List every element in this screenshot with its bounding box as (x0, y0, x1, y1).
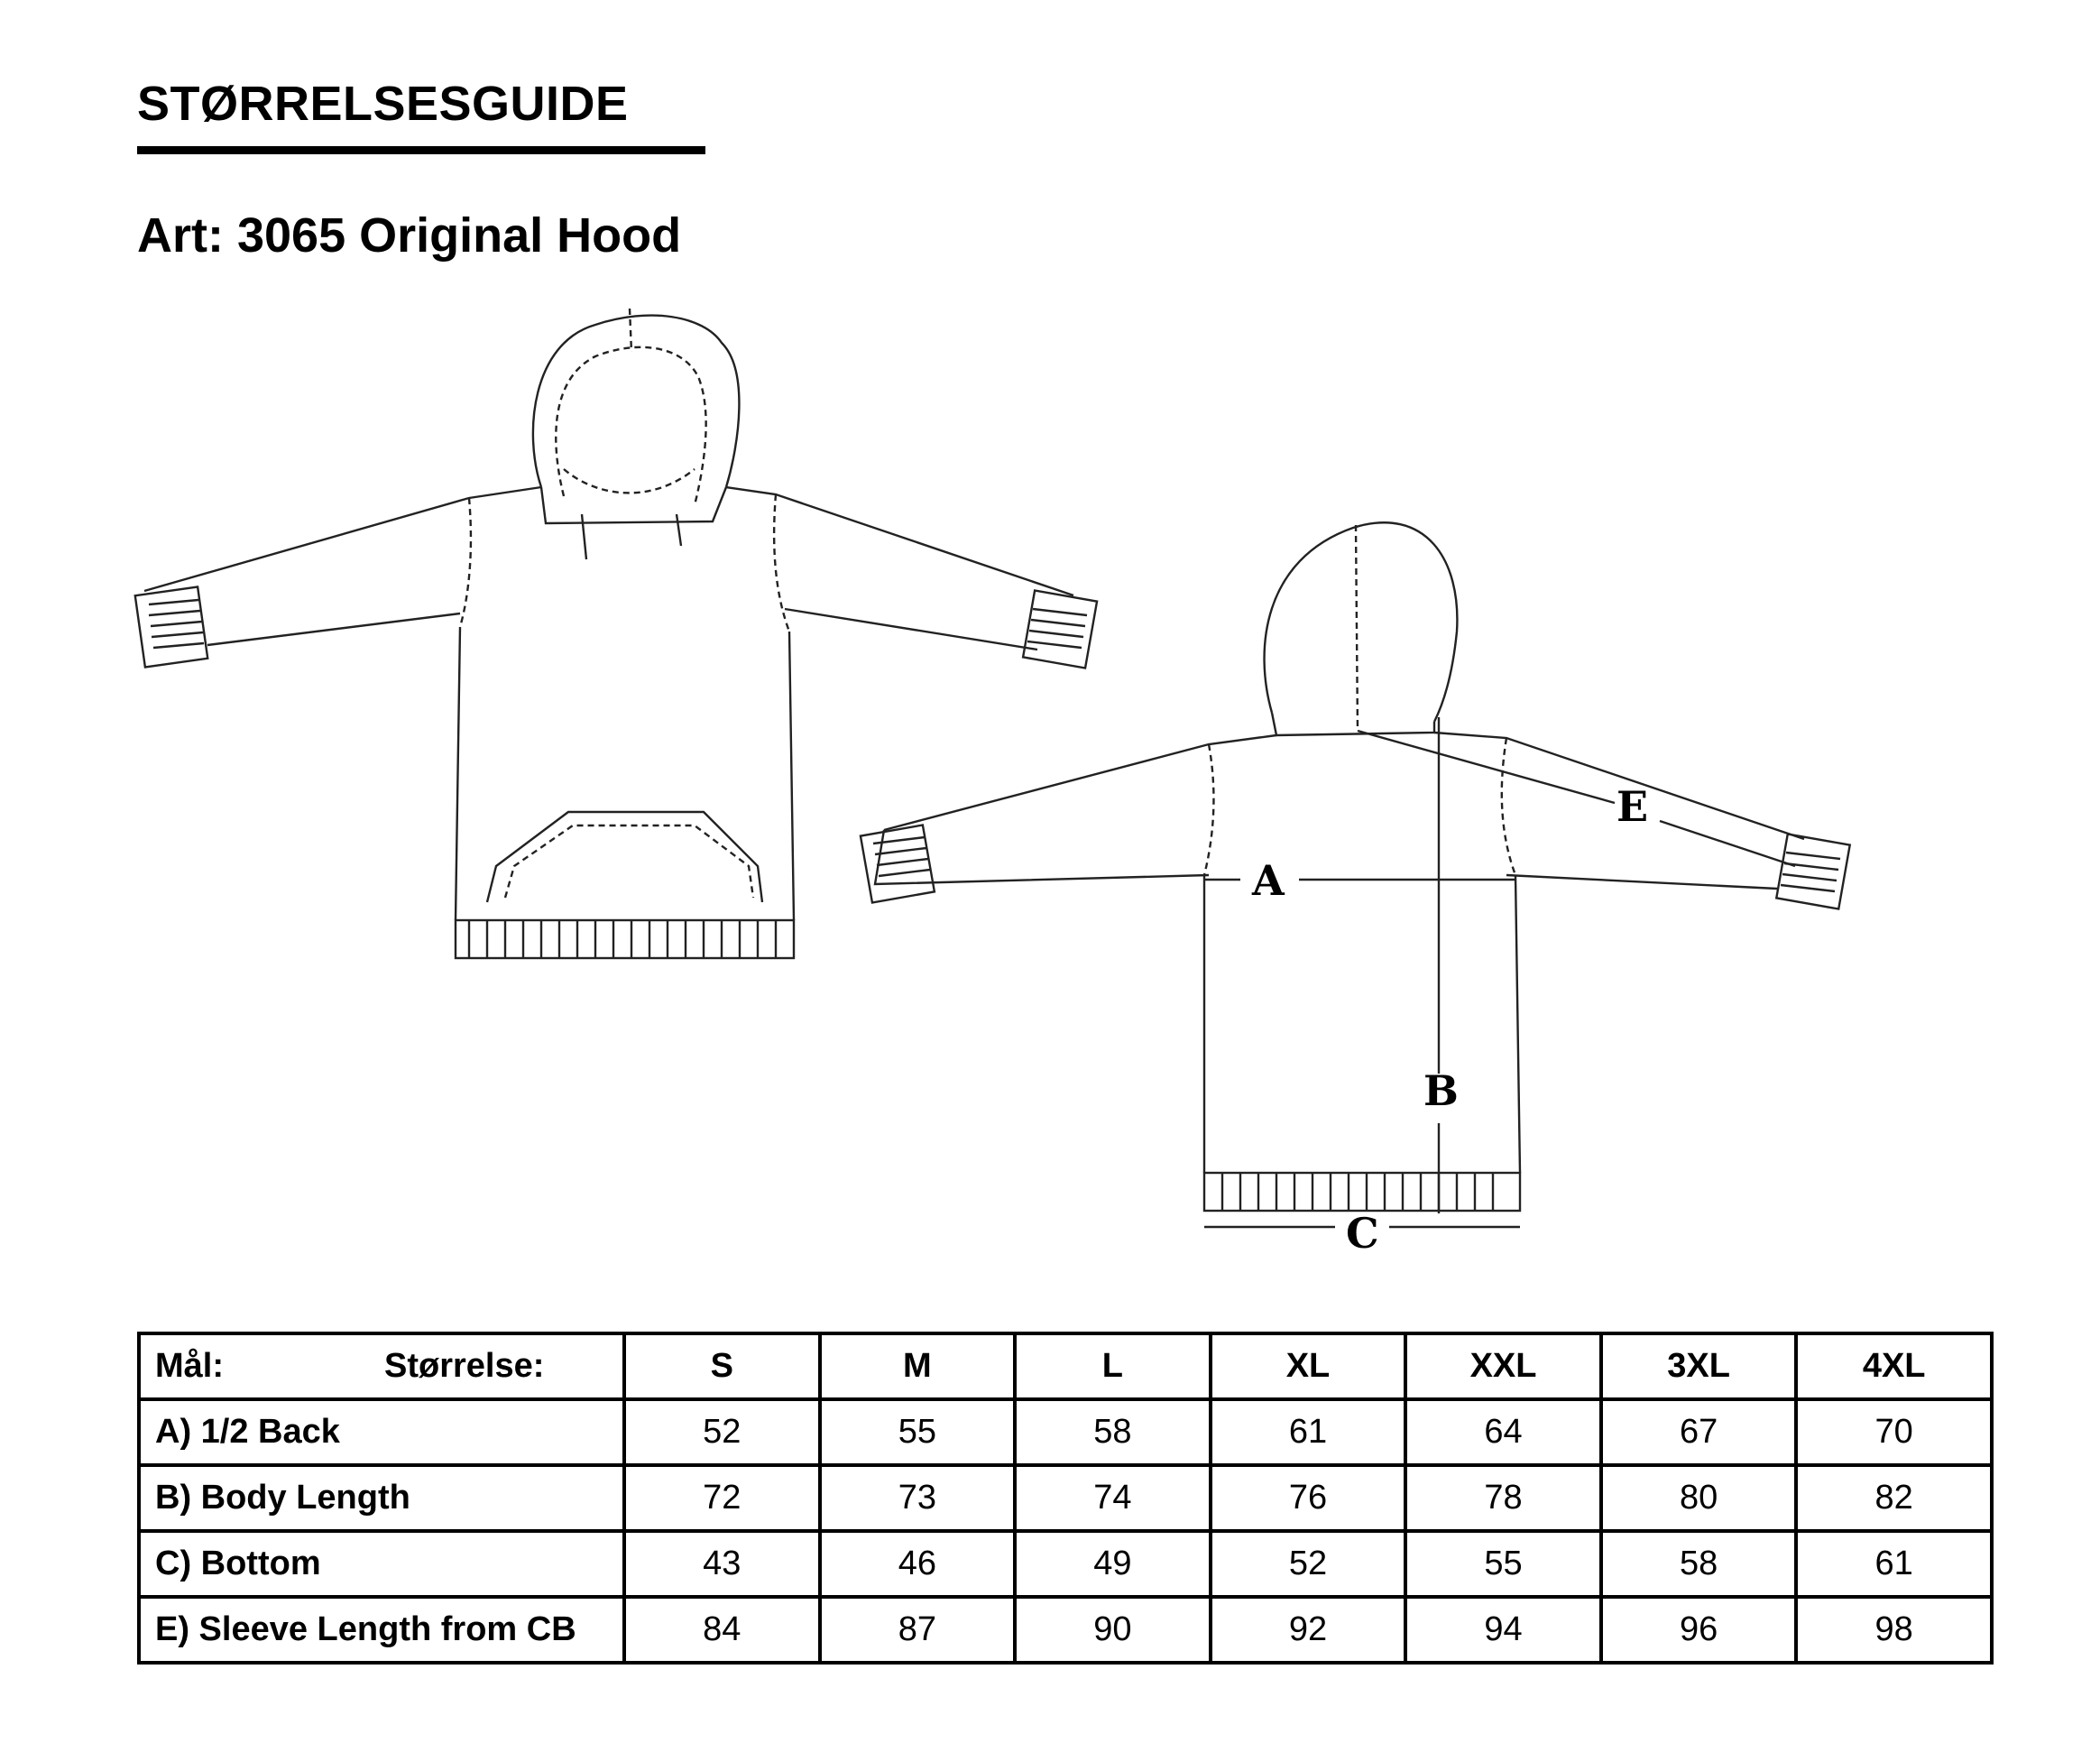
table-cell: 72 (624, 1465, 820, 1531)
table-cell: 55 (820, 1399, 1016, 1465)
table-row (139, 1597, 1992, 1663)
table-cell: 58 (1601, 1531, 1797, 1597)
article-title: Art: 3065 Original Hood (137, 208, 682, 263)
table-cell: 70 (1796, 1399, 1992, 1465)
measure-label-e: E (1616, 782, 1649, 831)
header-label-cell (139, 1333, 624, 1399)
size-col-header: 3XL (1601, 1333, 1797, 1399)
table-cell: 49 (1015, 1531, 1211, 1597)
table-cell: 58 (1015, 1399, 1211, 1465)
table-cell: 76 (1211, 1465, 1406, 1531)
size-col-header: XL (1211, 1333, 1406, 1399)
measure-line-e-bottom (1660, 821, 1795, 866)
table-cell: 73 (820, 1465, 1016, 1531)
table-cell: 61 (1796, 1531, 1992, 1597)
measure-label-b: B (1423, 1066, 1459, 1115)
table-cell: 90 (1015, 1597, 1211, 1663)
size-col-header: S (624, 1333, 820, 1399)
table-cell: 43 (624, 1531, 820, 1597)
size-col-header: M (820, 1333, 1016, 1399)
table-header-row (139, 1333, 1992, 1399)
measure-line-e-top (1358, 731, 1615, 803)
table-cell: 92 (1211, 1597, 1406, 1663)
table-cell: 82 (1796, 1465, 1992, 1531)
hoodie-technical-drawing (126, 289, 1894, 1263)
table-row (139, 1465, 1992, 1531)
back-view-hoodie (861, 522, 1850, 1227)
size-col-header: 4XL (1796, 1333, 1992, 1399)
table-cell: 78 (1405, 1465, 1601, 1531)
size-chart-table (137, 1332, 1994, 1665)
table-cell: 67 (1601, 1399, 1797, 1465)
table-cell: 52 (1211, 1531, 1406, 1597)
table-cell: 80 (1601, 1465, 1797, 1531)
row-label: B) Body Length (139, 1465, 624, 1531)
measure-header: Mål: (155, 1347, 224, 1385)
table-cell: 94 (1405, 1597, 1601, 1663)
page-title: STØRRELSESGUIDE (137, 77, 629, 131)
table-cell: 87 (820, 1597, 1016, 1663)
table-row (139, 1399, 1992, 1465)
table-cell: 64 (1405, 1399, 1601, 1465)
measure-label-c: C (1346, 1209, 1379, 1258)
table-cell: 46 (820, 1531, 1016, 1597)
table-cell: 74 (1015, 1465, 1211, 1531)
table-row (139, 1531, 1992, 1597)
size-col-header: L (1015, 1333, 1211, 1399)
size-header: Størrelse: (384, 1347, 545, 1385)
table-cell: 98 (1796, 1597, 1992, 1663)
measure-label-a: A (1252, 856, 1285, 905)
size-col-header: XXL (1405, 1333, 1601, 1399)
table-cell: 61 (1211, 1399, 1406, 1465)
row-label: A) 1/2 Back (139, 1399, 624, 1465)
row-label: C) Bottom (139, 1531, 624, 1597)
table-cell: 55 (1405, 1531, 1601, 1597)
title-underline (137, 146, 705, 154)
front-view-hoodie (135, 309, 1097, 958)
row-label: E) Sleeve Length from CB (139, 1597, 624, 1663)
table-cell: 84 (624, 1597, 820, 1663)
table-cell: 52 (624, 1399, 820, 1465)
table-cell: 96 (1601, 1597, 1797, 1663)
